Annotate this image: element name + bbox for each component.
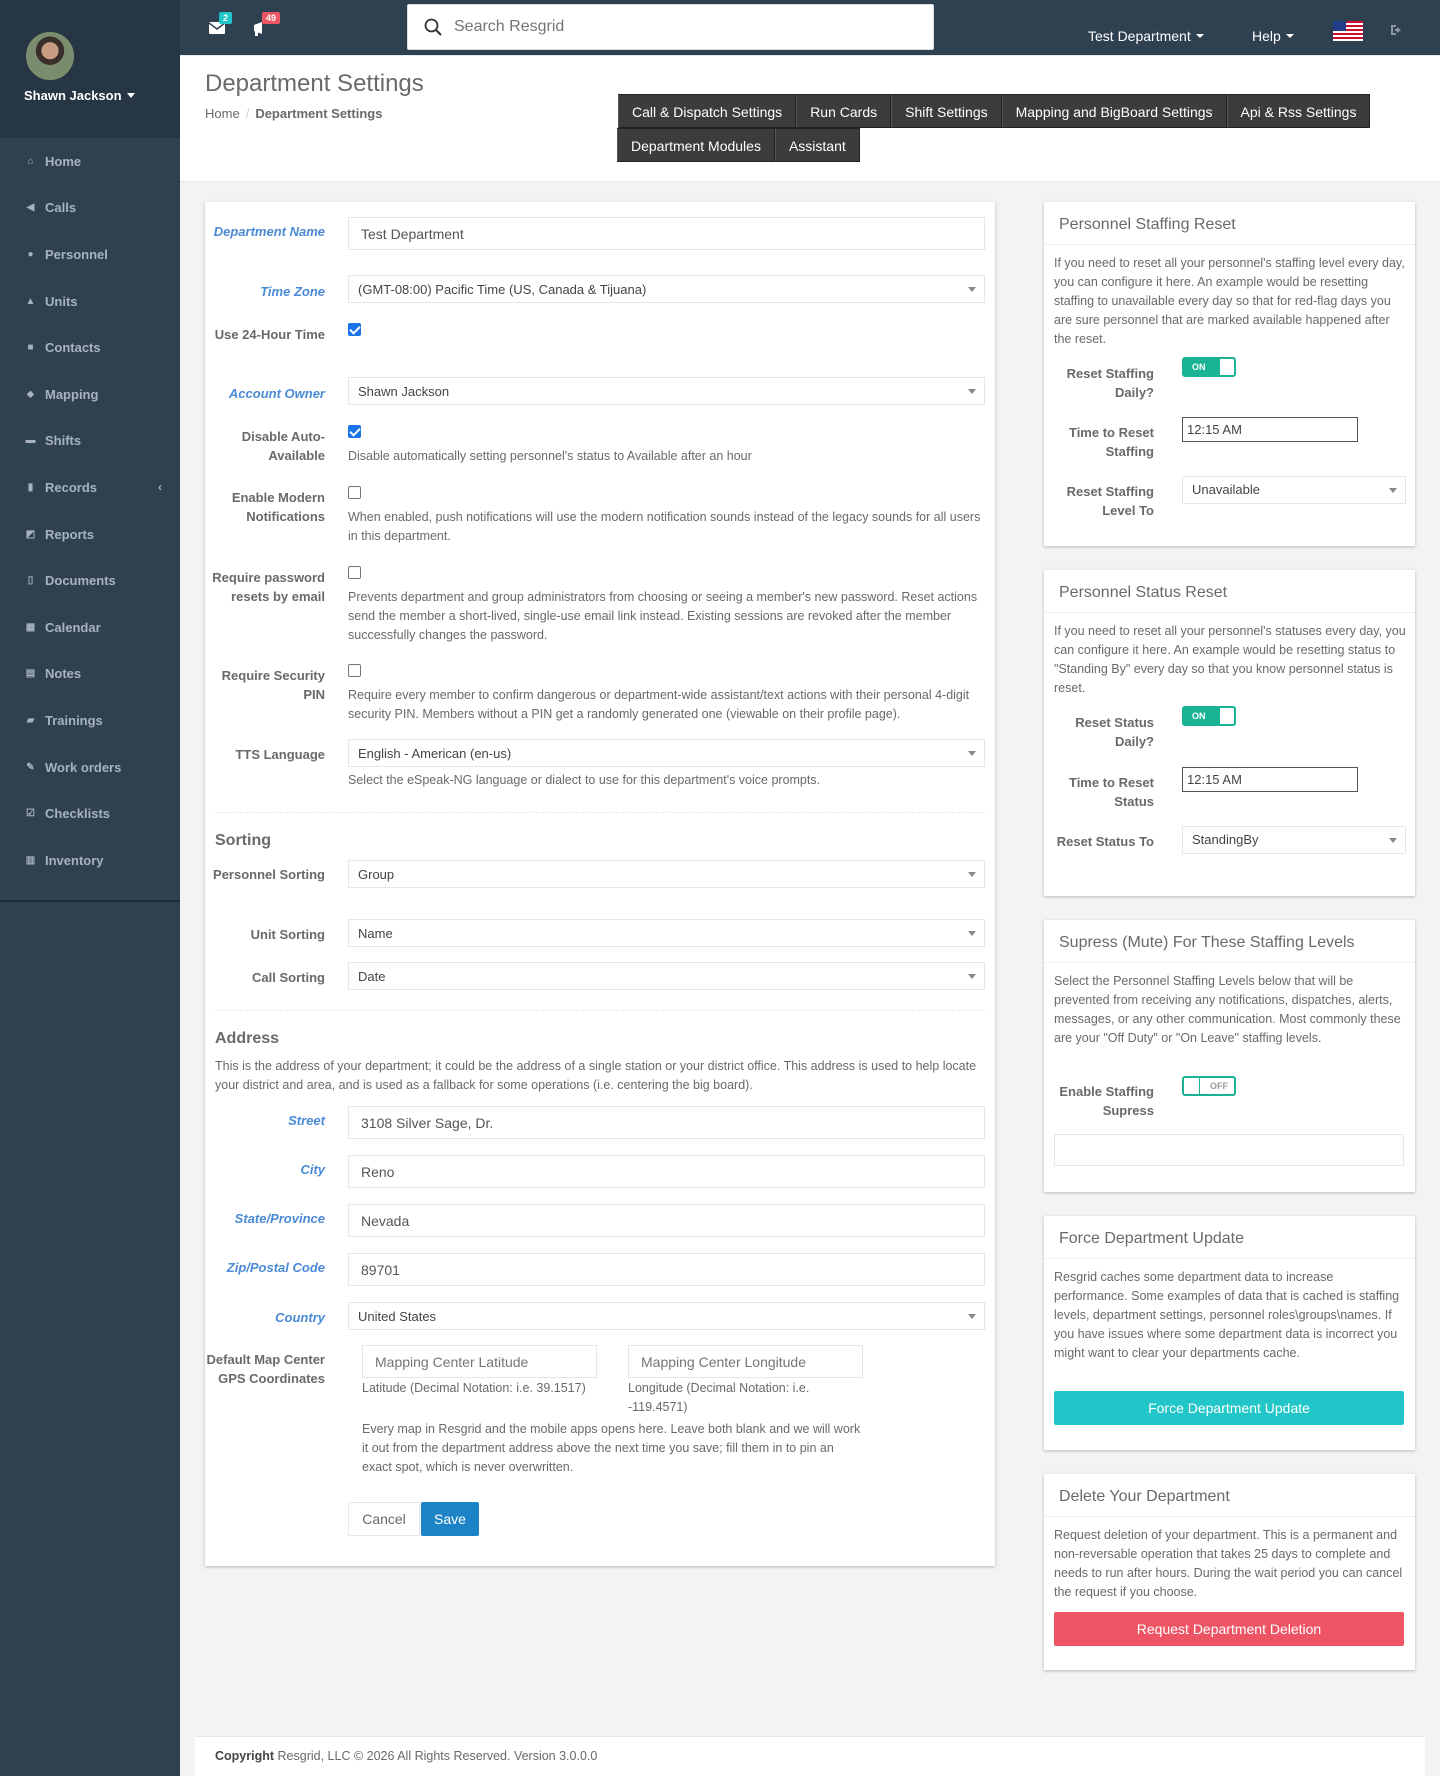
sidebar-item-label: Shifts bbox=[45, 433, 82, 449]
section-divider bbox=[215, 812, 985, 813]
sidebar-item-label: Units bbox=[45, 293, 78, 309]
enable-staffing-supress-label: Enable Staffing Supress bbox=[1059, 1084, 1154, 1118]
sidebar-item-trainings[interactable] bbox=[0, 697, 180, 744]
staffing-reset-card bbox=[1044, 202, 1415, 546]
messages-button[interactable] bbox=[209, 13, 233, 38]
reset-status-daily-label: Reset Status Daily? bbox=[1075, 715, 1154, 749]
delete-department-desc: Request deletion of your department. This is a permanent and non-reversable operation that takes 25 days to complete and needs to run after hours. During the wait period you can cancel the request if you choose. bbox=[1054, 1528, 1403, 1599]
reset-staffing-level-label: Reset Staffing Level To bbox=[1066, 484, 1154, 518]
reset-staffing-daily-label: Reset Staffing Daily? bbox=[1066, 366, 1154, 400]
staffing-suppress-card bbox=[1044, 920, 1415, 1192]
sidebar-item-label: Work orders bbox=[45, 759, 122, 775]
cancel-button[interactable]: Cancel bbox=[348, 1502, 420, 1536]
use-24-hour-checkbox[interactable] bbox=[348, 323, 361, 336]
copyright-label: Copyright bbox=[215, 1749, 275, 1763]
sidebar-item-checklists[interactable] bbox=[0, 790, 180, 837]
caret-down-icon bbox=[127, 93, 135, 98]
country-select[interactable]: United States bbox=[348, 1302, 985, 1330]
tab-run-cards[interactable]: Run Cards bbox=[796, 94, 891, 128]
sidebar-nav bbox=[0, 138, 180, 884]
barcode-icon: ▥ bbox=[25, 854, 36, 866]
unit-sorting-select[interactable]: Name bbox=[348, 919, 985, 947]
calendar-icon: ▦ bbox=[25, 621, 36, 633]
sidebar-item-label: Inventory bbox=[45, 852, 104, 868]
sidebar-item-label: Personnel bbox=[45, 246, 108, 262]
status-reset-desc: If you need to reset all your personnel's statuses every day, you can configure it here. An example would be resetting status to "Standing By" every day so that you know personnel status is reset. bbox=[1054, 624, 1406, 695]
version-text: Version 3.0.0.0 bbox=[513, 1749, 598, 1763]
country-label: Country bbox=[275, 1310, 325, 1325]
time-to-reset-status-input[interactable]: 12:15 AM bbox=[1182, 767, 1358, 792]
sidebar-item-label: Reports bbox=[45, 526, 95, 542]
sidebar-item-label: Notes bbox=[45, 666, 82, 682]
sidebar-item-label: Documents bbox=[45, 573, 116, 589]
force-update-button[interactable]: Force Department Update bbox=[1054, 1391, 1404, 1425]
calls-button[interactable] bbox=[252, 13, 277, 38]
tts-language-select[interactable]: English - American (en-us) bbox=[348, 739, 985, 767]
tab-api-rss-settings[interactable]: Api & Rss Settings bbox=[1227, 94, 1371, 128]
notes-icon: ▤ bbox=[25, 668, 36, 680]
truck-icon: ▲ bbox=[25, 295, 36, 307]
modern-notifications-help: When enabled, push notifications will use the modern notification sounds instead of the legacy sounds for all users in this department. bbox=[348, 510, 981, 543]
security-pin-label: Require Security PIN bbox=[221, 668, 325, 702]
footer bbox=[195, 1736, 1425, 1776]
search-box[interactable] bbox=[407, 4, 934, 50]
password-reset-checkbox[interactable] bbox=[348, 566, 361, 579]
bell-icon bbox=[252, 22, 268, 36]
breadcrumb-home[interactable]: Home bbox=[205, 106, 240, 121]
password-reset-label: Require password resets by email bbox=[212, 570, 325, 604]
map-center-help: Every map in Resgrid and the mobile apps opens here. Leave both blank and we will work it out from the department address above the next time you save; fill them in to pin an exact spot, which is never overwritten. bbox=[362, 1422, 861, 1474]
caret-down-icon bbox=[1286, 34, 1294, 38]
staffing-suppress-title: Supress (Mute) For These Staffing Levels bbox=[1059, 934, 1355, 951]
sidebar-item-home[interactable] bbox=[0, 138, 180, 185]
sidebar-item-label: Records bbox=[45, 479, 98, 495]
logout-icon[interactable] bbox=[1390, 24, 1404, 39]
state-label: State/Province bbox=[234, 1211, 325, 1226]
staffing-suppress-desc: Select the Personnel Staffing Levels below that will be prevented from receiving any notifications, dispatches, alerts, messages, or any other communication. Most commonly these are your "Off Duty" or "On Leave" staffing levels. bbox=[1054, 974, 1401, 1045]
department-menu-label: Test Department bbox=[1088, 28, 1191, 44]
department-menu[interactable] bbox=[1088, 28, 1204, 44]
latitude-input[interactable] bbox=[362, 1345, 597, 1378]
latitude-help: Latitude (Decimal Notation: i.e. 39.1517) bbox=[362, 1381, 586, 1395]
modern-notifications-label: Enable Modern Notifications bbox=[231, 490, 325, 524]
sidebar-item-label: Mapping bbox=[45, 386, 99, 402]
unit-sorting-label: Unit Sorting bbox=[250, 927, 325, 942]
copyright-text: Resgrid, LLC © 2026 All Rights Reserved. bbox=[277, 1749, 511, 1763]
use-24-hour-label: Use 24-Hour Time bbox=[214, 327, 325, 342]
security-pin-help: Require every member to confirm dangerous or department-wide assistant/text actions with their personal 4-digit security PIN. Members without a PIN get a randomly generated one (viewable on their profile page). bbox=[348, 688, 970, 721]
sidebar-item-inventory[interactable] bbox=[0, 837, 180, 884]
book-icon: ▰ bbox=[26, 714, 35, 726]
delete-department-card bbox=[1044, 1474, 1415, 1670]
sidebar-item-label: Home bbox=[45, 153, 82, 169]
sidebar-item-personnel[interactable] bbox=[0, 231, 180, 278]
reset-staffing-daily-toggle[interactable]: ON bbox=[1182, 357, 1236, 377]
enable-staffing-supress-toggle[interactable]: OFF bbox=[1182, 1076, 1236, 1096]
us-flag-icon[interactable] bbox=[1333, 21, 1363, 41]
department-form-card bbox=[205, 202, 995, 1566]
sidebar-item-label: Calls bbox=[45, 200, 77, 216]
address-heading: Address bbox=[215, 1030, 280, 1047]
force-update-desc: Resgrid caches some department data to increase performance. Some examples of data that is cached is staffing levels, department settings, personnel roles\groups\names. If you have issues where some department data is incorrect you might want to clear your departments cache. bbox=[1054, 1270, 1400, 1360]
sidebar-item-mapping[interactable] bbox=[0, 371, 180, 418]
tab-mapping-and-bigboard-settings[interactable]: Mapping and BigBoard Settings bbox=[1002, 94, 1227, 128]
tab-shift-settings[interactable]: Shift Settings bbox=[891, 94, 1002, 128]
search-input[interactable] bbox=[454, 18, 894, 36]
tab-assistant[interactable]: Assistant bbox=[775, 128, 860, 162]
disable-auto-available-checkbox[interactable] bbox=[348, 425, 361, 438]
top-navbar bbox=[180, 0, 1440, 56]
sidebar-item-contacts[interactable] bbox=[0, 324, 180, 371]
tts-language-label: TTS Language bbox=[235, 747, 325, 762]
state-input[interactable]: Nevada bbox=[348, 1204, 985, 1237]
user-icon: ● bbox=[27, 248, 34, 260]
zip-label: Zip/Postal Code bbox=[226, 1260, 325, 1275]
time-to-reset-staffing-input[interactable]: 12:15 AM bbox=[1182, 417, 1358, 442]
sorting-heading: Sorting bbox=[215, 832, 271, 849]
zip-input[interactable]: 89701 bbox=[348, 1253, 985, 1286]
breadcrumb: Home / Department Settings bbox=[205, 106, 383, 121]
tts-language-help: Select the eSpeak-NG language or dialect to use for this department's voice prompts. bbox=[348, 773, 821, 787]
reset-staffing-level-select[interactable]: Unavailable bbox=[1182, 476, 1406, 504]
briefcase-icon: ▬ bbox=[25, 435, 36, 447]
tab-department-modules[interactable]: Department Modules bbox=[617, 128, 775, 162]
password-reset-help: Prevents department and group administrators from choosing or seeing a member's new password. Reset actions send the member a short-lived, single-use email link instead. Existing sessions are revoked after the member successfully changes the password. bbox=[348, 590, 978, 642]
section-divider bbox=[215, 1010, 985, 1011]
calls-badge: 49 bbox=[262, 12, 280, 24]
sidebar-item-notes[interactable] bbox=[0, 651, 180, 698]
reset-status-to-select[interactable]: StandingBy bbox=[1182, 826, 1406, 854]
sidebar-item-records[interactable] bbox=[0, 464, 180, 511]
staffing-levels-multiselect[interactable] bbox=[1054, 1134, 1404, 1166]
security-pin-checkbox[interactable] bbox=[348, 664, 361, 677]
sidebar-item-label: Calendar bbox=[45, 619, 101, 635]
map-center-label: Default Map Center GPS Coordinates bbox=[206, 1352, 325, 1386]
force-update-card bbox=[1044, 1216, 1415, 1450]
reset-status-to-label: Reset Status To bbox=[1056, 834, 1154, 849]
longitude-help: Longitude (Decimal Notation: i.e. -119.4571) bbox=[628, 1381, 810, 1414]
search-icon bbox=[424, 18, 442, 36]
account-owner-select[interactable]: Shawn Jackson bbox=[348, 377, 985, 405]
wrench-icon: ✎ bbox=[26, 761, 35, 773]
page-title: Department Settings bbox=[205, 70, 424, 97]
sidebar-item-work-orders[interactable] bbox=[0, 744, 180, 791]
help-menu-label: Help bbox=[1252, 28, 1281, 44]
home-icon: ⌂ bbox=[27, 155, 34, 167]
sidebar-item-shifts[interactable] bbox=[0, 418, 180, 465]
address-book-icon: ■ bbox=[27, 342, 34, 354]
time-to-reset-status-label: Time to Reset Status bbox=[1068, 775, 1154, 809]
help-menu[interactable] bbox=[1252, 28, 1294, 44]
profile-area bbox=[0, 0, 180, 138]
page-header bbox=[180, 56, 1440, 182]
reports-icon: ◩ bbox=[25, 528, 36, 540]
document-icon: ▯ bbox=[27, 575, 34, 587]
city-label: City bbox=[300, 1162, 325, 1177]
force-update-title: Force Department Update bbox=[1059, 1230, 1244, 1247]
status-reset-card bbox=[1044, 570, 1415, 896]
personnel-sorting-label: Personnel Sorting bbox=[213, 867, 325, 882]
department-name-label: Department Name bbox=[213, 224, 325, 239]
sidebar-item-units[interactable] bbox=[0, 278, 180, 325]
street-input[interactable]: 3108 Silver Sage, Dr. bbox=[348, 1106, 985, 1139]
sidebar-item-label: Contacts bbox=[45, 340, 101, 356]
sidebar-divider bbox=[0, 900, 180, 902]
sidebar-item-reports[interactable] bbox=[0, 511, 180, 558]
delete-department-title: Delete Your Department bbox=[1059, 1488, 1230, 1505]
city-input[interactable]: Reno bbox=[348, 1155, 985, 1188]
sidebar-item-label: Trainings bbox=[45, 712, 103, 728]
sidebar-item-calls[interactable] bbox=[0, 185, 180, 232]
user-name: Shawn Jackson bbox=[24, 88, 122, 103]
longitude-input[interactable] bbox=[628, 1345, 863, 1378]
street-label: Street bbox=[288, 1113, 325, 1128]
avatar[interactable] bbox=[26, 32, 74, 80]
chevron-left-icon: ‹ bbox=[158, 480, 162, 495]
time-zone-label: Time Zone bbox=[260, 284, 325, 299]
modern-notifications-checkbox[interactable] bbox=[348, 486, 361, 499]
tab-call-dispatch-settings[interactable]: Call & Dispatch Settings bbox=[618, 94, 796, 128]
save-button[interactable]: Save bbox=[421, 1502, 479, 1536]
sidebar-item-documents[interactable] bbox=[0, 557, 180, 604]
breadcrumb-current: Department Settings bbox=[255, 106, 383, 121]
disable-auto-available-help: Disable automatically setting personnel's status to Available after an hour bbox=[348, 449, 752, 463]
staffing-reset-title: Personnel Staffing Reset bbox=[1059, 216, 1236, 233]
messages-badge: 2 bbox=[219, 12, 232, 24]
map-marker-icon: ⬥ bbox=[27, 388, 34, 400]
settings-tabs-row1 bbox=[618, 94, 1370, 128]
disable-auto-available-label: Disable Auto-Available bbox=[241, 429, 325, 463]
sidebar bbox=[0, 0, 180, 1776]
staffing-reset-desc: If you need to reset all your personnel's staffing level every day, you can configure it here. An example would be resetting staffing to unavailable every day so that for red-flag days you are sure personnel that are marked available happened after the reset. bbox=[1054, 256, 1405, 346]
reset-status-daily-toggle[interactable]: ON bbox=[1182, 706, 1236, 726]
checklist-icon: ☑ bbox=[26, 808, 35, 820]
time-zone-select[interactable]: (GMT-08:00) Pacific Time (US, Canada & Tijuana) bbox=[348, 275, 985, 303]
address-help: This is the address of your department; it could be the address of a single station or your district office. This address is used to help locate your district and area, and is used as a fallback for some operations (i.e. centering the big board). bbox=[215, 1059, 977, 1092]
user-menu[interactable] bbox=[24, 88, 180, 103]
call-sorting-label: Call Sorting bbox=[252, 970, 325, 985]
bullhorn-icon: ◀ bbox=[26, 202, 35, 214]
time-to-reset-staffing-label: Time to Reset Staffing bbox=[1068, 425, 1154, 459]
personnel-sorting-select[interactable]: Group bbox=[348, 860, 985, 888]
settings-tabs-row2 bbox=[617, 128, 860, 162]
status-reset-title: Personnel Status Reset bbox=[1059, 584, 1228, 601]
sidebar-item-calendar[interactable] bbox=[0, 604, 180, 651]
caret-down-icon bbox=[1196, 34, 1204, 38]
call-sorting-select[interactable]: Date bbox=[348, 962, 985, 990]
sidebar-item-label: Checklists bbox=[45, 806, 111, 822]
department-name-input[interactable]: Test Department bbox=[348, 217, 985, 250]
account-owner-label: Account Owner bbox=[228, 386, 325, 401]
file-icon: ▮ bbox=[27, 481, 34, 493]
request-deletion-button[interactable]: Request Department Deletion bbox=[1054, 1612, 1404, 1646]
